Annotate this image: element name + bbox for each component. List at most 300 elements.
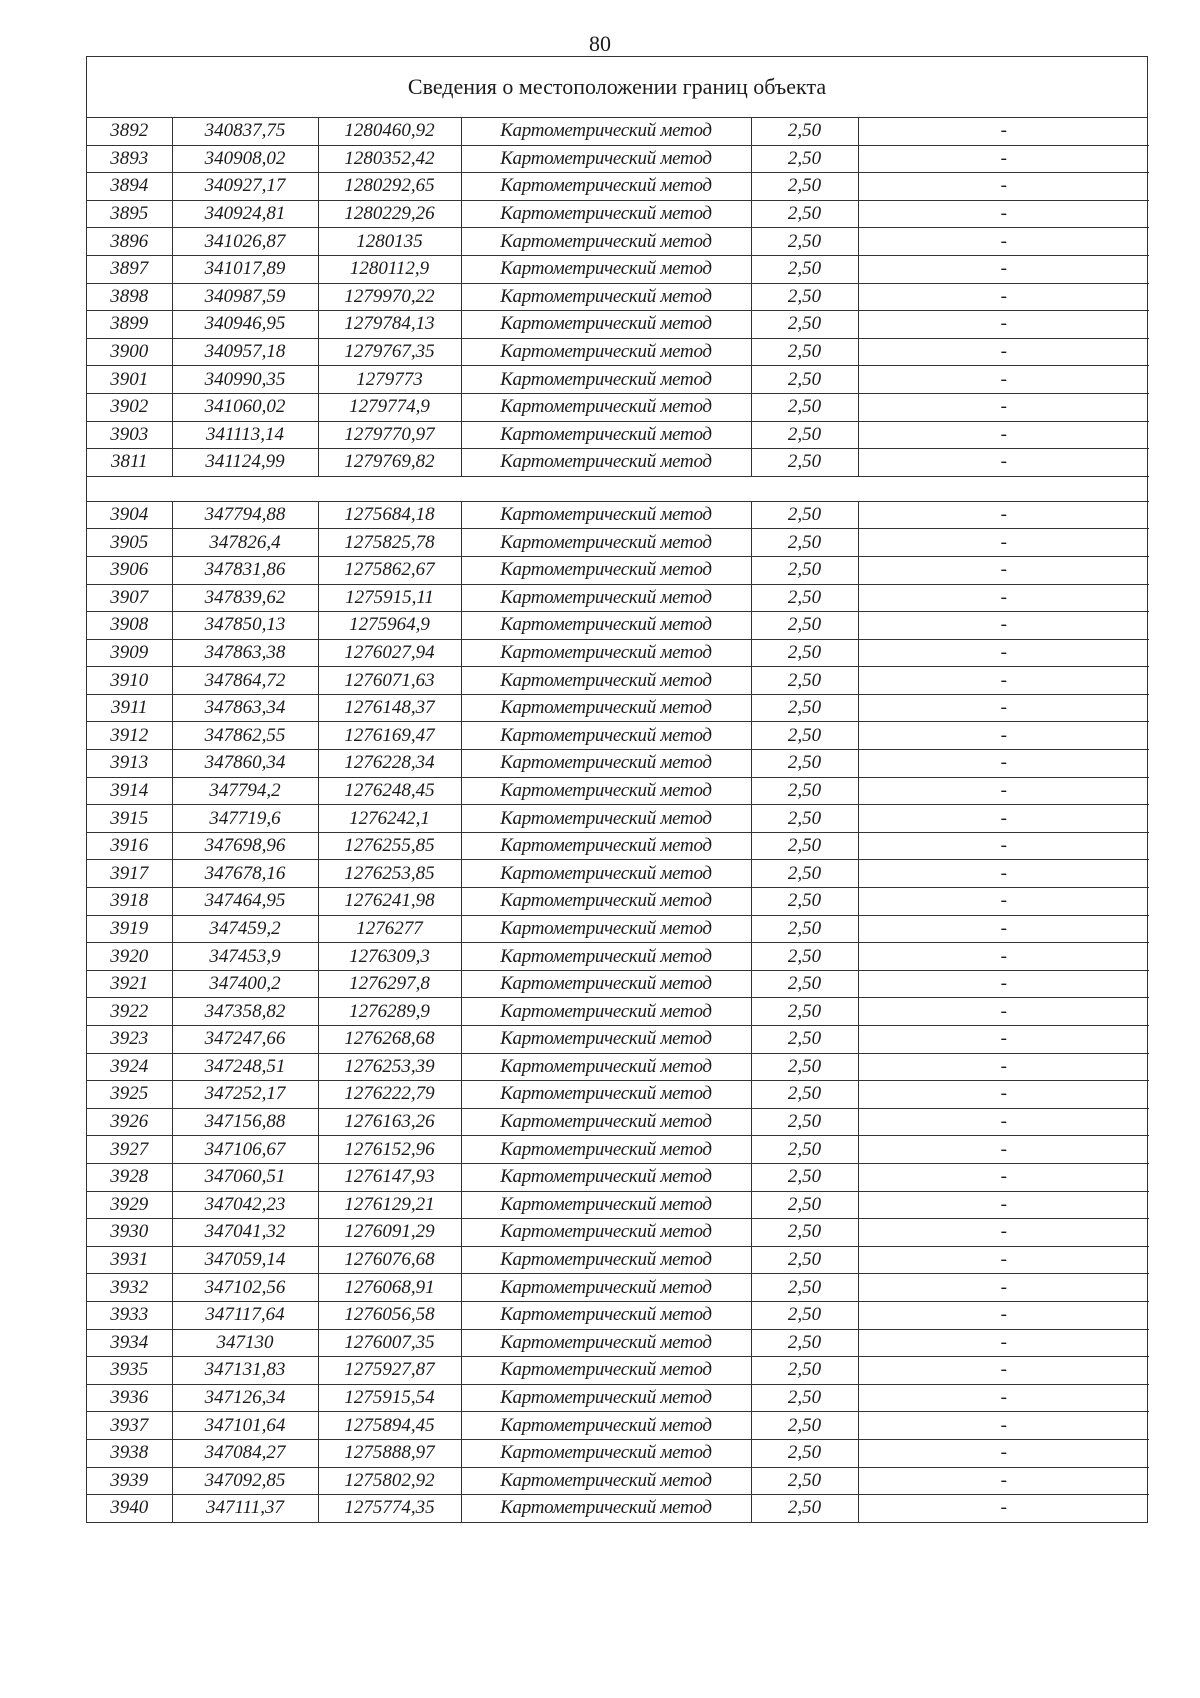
y-coordinate: 1276268,68: [318, 1026, 461, 1054]
precision-value: 2,50: [751, 200, 858, 228]
table-row: [87, 1191, 1149, 1219]
table-row: [87, 393, 1149, 421]
x-coordinate: 347252,17: [172, 1081, 318, 1109]
table-row: [87, 1246, 1149, 1274]
determination-method: Картометрический метод: [461, 366, 751, 394]
precision-value: 2,50: [751, 1467, 858, 1495]
note-cell: -: [858, 1329, 1149, 1357]
x-coordinate: 347101,64: [172, 1412, 318, 1440]
point-number: 3900: [87, 338, 172, 366]
point-number: 3925: [87, 1081, 172, 1109]
table-row: [87, 228, 1149, 256]
precision-value: 2,50: [751, 145, 858, 173]
x-coordinate: 340946,95: [172, 311, 318, 339]
determination-method: Картометрический метод: [461, 1329, 751, 1357]
precision-value: 2,50: [751, 529, 858, 557]
determination-method: Картометрический метод: [461, 1136, 751, 1164]
table-row: [87, 777, 1149, 805]
note-cell: -: [858, 118, 1149, 145]
table-row: [87, 832, 1149, 860]
determination-method: Картометрический метод: [461, 556, 751, 584]
note-cell: -: [858, 228, 1149, 256]
point-number: 3929: [87, 1191, 172, 1219]
precision-value: 2,50: [751, 173, 858, 201]
precision-value: 2,50: [751, 998, 858, 1026]
determination-method: Картометрический метод: [461, 888, 751, 916]
x-coordinate: 347794,2: [172, 777, 318, 805]
note-cell: -: [858, 915, 1149, 943]
determination-method: Картометрический метод: [461, 228, 751, 256]
point-number: 3912: [87, 722, 172, 750]
x-coordinate: 347863,34: [172, 694, 318, 722]
note-cell: -: [858, 750, 1149, 778]
x-coordinate: 347248,51: [172, 1053, 318, 1081]
table-row: [87, 1495, 1149, 1522]
x-coordinate: 347464,95: [172, 888, 318, 916]
table-row: [87, 1108, 1149, 1136]
note-cell: -: [858, 1495, 1149, 1522]
determination-method: Картометрический метод: [461, 1053, 751, 1081]
point-number: 3938: [87, 1439, 172, 1467]
x-coordinate: 340987,59: [172, 283, 318, 311]
y-coordinate: 1280460,92: [318, 118, 461, 145]
x-coordinate: 347042,23: [172, 1191, 318, 1219]
precision-value: 2,50: [751, 366, 858, 394]
determination-method: Картометрический метод: [461, 200, 751, 228]
x-coordinate: 347126,34: [172, 1384, 318, 1412]
precision-value: 2,50: [751, 639, 858, 667]
table-row: [87, 888, 1149, 916]
point-number: 3899: [87, 311, 172, 339]
point-number: 3934: [87, 1329, 172, 1357]
point-number: 3930: [87, 1219, 172, 1247]
determination-method: Картометрический метод: [461, 529, 751, 557]
x-coordinate: 347719,6: [172, 805, 318, 833]
x-coordinate: 347130: [172, 1329, 318, 1357]
precision-value: 2,50: [751, 283, 858, 311]
x-coordinate: 347247,66: [172, 1026, 318, 1054]
note-cell: -: [858, 584, 1149, 612]
precision-value: 2,50: [751, 970, 858, 998]
precision-value: 2,50: [751, 584, 858, 612]
determination-method: Картометрический метод: [461, 255, 751, 283]
note-cell: -: [858, 998, 1149, 1026]
x-coordinate: 347863,38: [172, 639, 318, 667]
determination-method: Картометрический метод: [461, 501, 751, 529]
note-cell: -: [858, 283, 1149, 311]
determination-method: Картометрический метод: [461, 612, 751, 640]
y-coordinate: 1276297,8: [318, 970, 461, 998]
point-number: 3901: [87, 366, 172, 394]
precision-value: 2,50: [751, 888, 858, 916]
point-number: 3933: [87, 1301, 172, 1329]
table-row: [87, 1301, 1149, 1329]
precision-value: 2,50: [751, 694, 858, 722]
y-coordinate: 1275888,97: [318, 1439, 461, 1467]
x-coordinate: 347092,85: [172, 1467, 318, 1495]
point-number: 3908: [87, 612, 172, 640]
x-coordinate: 347850,13: [172, 612, 318, 640]
determination-method: Картометрический метод: [461, 667, 751, 695]
point-number: 3924: [87, 1053, 172, 1081]
determination-method: Картометрический метод: [461, 1412, 751, 1440]
table-row: [87, 805, 1149, 833]
x-coordinate: 347864,72: [172, 667, 318, 695]
determination-method: Картометрический метод: [461, 1081, 751, 1109]
y-coordinate: 1280112,9: [318, 255, 461, 283]
precision-value: 2,50: [751, 1219, 858, 1247]
x-coordinate: 341026,87: [172, 228, 318, 256]
table-row: [87, 311, 1149, 339]
x-coordinate: 347117,64: [172, 1301, 318, 1329]
table-row: [87, 722, 1149, 750]
precision-value: 2,50: [751, 860, 858, 888]
y-coordinate: 1276163,26: [318, 1108, 461, 1136]
y-coordinate: 1276007,35: [318, 1329, 461, 1357]
point-number: 3909: [87, 639, 172, 667]
table-row: [87, 1384, 1149, 1412]
precision-value: 2,50: [751, 118, 858, 145]
x-coordinate: 341124,99: [172, 449, 318, 477]
y-coordinate: 1276289,9: [318, 998, 461, 1026]
determination-method: Картометрический метод: [461, 1219, 751, 1247]
table-row: [87, 556, 1149, 584]
x-coordinate: 347060,51: [172, 1163, 318, 1191]
note-cell: -: [858, 1384, 1149, 1412]
table-row: [87, 943, 1149, 971]
determination-method: Картометрический метод: [461, 832, 751, 860]
table-row: [87, 694, 1149, 722]
precision-value: 2,50: [751, 943, 858, 971]
point-number: 3907: [87, 584, 172, 612]
y-coordinate: 1275825,78: [318, 529, 461, 557]
note-cell: -: [858, 1301, 1149, 1329]
point-number: 3896: [87, 228, 172, 256]
y-coordinate: 1280135: [318, 228, 461, 256]
y-coordinate: 1276255,85: [318, 832, 461, 860]
x-coordinate: 340908,02: [172, 145, 318, 173]
precision-value: 2,50: [751, 501, 858, 529]
determination-method: Картометрический метод: [461, 1467, 751, 1495]
point-number: 3940: [87, 1495, 172, 1522]
x-coordinate: 347106,67: [172, 1136, 318, 1164]
table-row: [87, 1163, 1149, 1191]
determination-method: Картометрический метод: [461, 970, 751, 998]
table-row: [87, 145, 1149, 173]
determination-method: Картометрический метод: [461, 421, 751, 449]
determination-method: Картометрический метод: [461, 449, 751, 477]
point-number: 3894: [87, 173, 172, 201]
note-cell: -: [858, 805, 1149, 833]
y-coordinate: 1275915,54: [318, 1384, 461, 1412]
y-coordinate: 1280229,26: [318, 200, 461, 228]
x-coordinate: 347839,62: [172, 584, 318, 612]
note-cell: -: [858, 1191, 1149, 1219]
table-row: [87, 1439, 1149, 1467]
coordinates-table: [87, 118, 1149, 1522]
x-coordinate: 347831,86: [172, 556, 318, 584]
note-cell: -: [858, 1246, 1149, 1274]
point-number: 3916: [87, 832, 172, 860]
point-number: 3895: [87, 200, 172, 228]
precision-value: 2,50: [751, 832, 858, 860]
precision-value: 2,50: [751, 1191, 858, 1219]
precision-value: 2,50: [751, 1136, 858, 1164]
note-cell: -: [858, 421, 1149, 449]
note-cell: -: [858, 311, 1149, 339]
determination-method: Картометрический метод: [461, 173, 751, 201]
note-cell: -: [858, 173, 1149, 201]
table-row: [87, 529, 1149, 557]
point-number: 3911: [87, 694, 172, 722]
x-coordinate: 347698,96: [172, 832, 318, 860]
y-coordinate: 1279769,82: [318, 449, 461, 477]
note-cell: -: [858, 722, 1149, 750]
y-coordinate: 1276056,58: [318, 1301, 461, 1329]
note-cell: -: [858, 943, 1149, 971]
precision-value: 2,50: [751, 1329, 858, 1357]
y-coordinate: 1276169,47: [318, 722, 461, 750]
table-row: [87, 584, 1149, 612]
y-coordinate: 1280292,65: [318, 173, 461, 201]
determination-method: Картометрический метод: [461, 283, 751, 311]
point-number: 3904: [87, 501, 172, 529]
point-number: 3914: [87, 777, 172, 805]
table-row: [87, 283, 1149, 311]
note-cell: -: [858, 1108, 1149, 1136]
x-coordinate: 347860,34: [172, 750, 318, 778]
precision-value: 2,50: [751, 1053, 858, 1081]
note-cell: -: [858, 888, 1149, 916]
determination-method: Картометрический метод: [461, 694, 751, 722]
determination-method: Картометрический метод: [461, 943, 751, 971]
precision-value: 2,50: [751, 393, 858, 421]
precision-value: 2,50: [751, 1384, 858, 1412]
y-coordinate: 1276277: [318, 915, 461, 943]
note-cell: -: [858, 777, 1149, 805]
table-row: [87, 750, 1149, 778]
precision-value: 2,50: [751, 255, 858, 283]
table-row: [87, 1412, 1149, 1440]
note-cell: -: [858, 1163, 1149, 1191]
table-row: [87, 338, 1149, 366]
x-coordinate: 340837,75: [172, 118, 318, 145]
y-coordinate: 1276242,1: [318, 805, 461, 833]
note-cell: -: [858, 501, 1149, 529]
determination-method: Картометрический метод: [461, 722, 751, 750]
point-number: 3811: [87, 449, 172, 477]
determination-method: Картометрический метод: [461, 1274, 751, 1302]
precision-value: 2,50: [751, 722, 858, 750]
note-cell: -: [858, 1053, 1149, 1081]
table-row: [87, 366, 1149, 394]
point-number: 3905: [87, 529, 172, 557]
note-cell: -: [858, 449, 1149, 477]
x-coordinate: 347826,4: [172, 529, 318, 557]
contour-separator-row: [87, 476, 1149, 501]
note-cell: -: [858, 667, 1149, 695]
y-coordinate: 1275915,11: [318, 584, 461, 612]
x-coordinate: 347678,16: [172, 860, 318, 888]
y-coordinate: 1276241,98: [318, 888, 461, 916]
determination-method: Картометрический метод: [461, 639, 751, 667]
y-coordinate: 1279784,13: [318, 311, 461, 339]
y-coordinate: 1276027,94: [318, 639, 461, 667]
determination-method: Картометрический метод: [461, 338, 751, 366]
table-row: [87, 639, 1149, 667]
note-cell: -: [858, 200, 1149, 228]
x-coordinate: 341017,89: [172, 255, 318, 283]
table-row: [87, 1357, 1149, 1385]
y-coordinate: 1276152,96: [318, 1136, 461, 1164]
precision-value: 2,50: [751, 915, 858, 943]
x-coordinate: 340924,81: [172, 200, 318, 228]
x-coordinate: 347131,83: [172, 1357, 318, 1385]
y-coordinate: 1276068,91: [318, 1274, 461, 1302]
table-row: [87, 449, 1149, 477]
y-coordinate: 1276148,37: [318, 694, 461, 722]
y-coordinate: 1275684,18: [318, 501, 461, 529]
note-cell: -: [858, 393, 1149, 421]
y-coordinate: 1275894,45: [318, 1412, 461, 1440]
table-row: [87, 1026, 1149, 1054]
y-coordinate: 1276309,3: [318, 943, 461, 971]
precision-value: 2,50: [751, 1246, 858, 1274]
y-coordinate: 1276071,63: [318, 667, 461, 695]
precision-value: 2,50: [751, 1412, 858, 1440]
note-cell: -: [858, 1026, 1149, 1054]
point-number: 3893: [87, 145, 172, 173]
precision-value: 2,50: [751, 667, 858, 695]
y-coordinate: 1279970,22: [318, 283, 461, 311]
point-number: 3897: [87, 255, 172, 283]
point-number: 3922: [87, 998, 172, 1026]
precision-value: 2,50: [751, 1081, 858, 1109]
y-coordinate: 1275862,67: [318, 556, 461, 584]
note-cell: -: [858, 1412, 1149, 1440]
x-coordinate: 341113,14: [172, 421, 318, 449]
table-row: [87, 915, 1149, 943]
determination-method: Картометрический метод: [461, 393, 751, 421]
x-coordinate: 347794,88: [172, 501, 318, 529]
table-row: [87, 1053, 1149, 1081]
table-row: [87, 200, 1149, 228]
precision-value: 2,50: [751, 228, 858, 256]
x-coordinate: 347111,37: [172, 1495, 318, 1522]
determination-method: Картометрический метод: [461, 805, 751, 833]
precision-value: 2,50: [751, 777, 858, 805]
x-coordinate: 347102,56: [172, 1274, 318, 1302]
y-coordinate: 1275774,35: [318, 1495, 461, 1522]
x-coordinate: 347400,2: [172, 970, 318, 998]
x-coordinate: 340990,35: [172, 366, 318, 394]
point-number: 3921: [87, 970, 172, 998]
note-cell: -: [858, 1219, 1149, 1247]
table-row: [87, 1081, 1149, 1109]
determination-method: Картометрический метод: [461, 145, 751, 173]
table-row: [87, 1136, 1149, 1164]
table-row: [87, 860, 1149, 888]
determination-method: Картометрический метод: [461, 1026, 751, 1054]
y-coordinate: 1275802,92: [318, 1467, 461, 1495]
precision-value: 2,50: [751, 556, 858, 584]
point-number: 3937: [87, 1412, 172, 1440]
precision-value: 2,50: [751, 311, 858, 339]
y-coordinate: 1275927,87: [318, 1357, 461, 1385]
table-row: [87, 970, 1149, 998]
x-coordinate: 341060,02: [172, 393, 318, 421]
y-coordinate: 1276253,39: [318, 1053, 461, 1081]
note-cell: -: [858, 366, 1149, 394]
point-number: 3918: [87, 888, 172, 916]
table-row: [87, 998, 1149, 1026]
x-coordinate: 340927,17: [172, 173, 318, 201]
point-number: 3935: [87, 1357, 172, 1385]
determination-method: Картометрический метод: [461, 1439, 751, 1467]
note-cell: -: [858, 556, 1149, 584]
note-cell: -: [858, 255, 1149, 283]
x-coordinate: 340957,18: [172, 338, 318, 366]
note-cell: -: [858, 1467, 1149, 1495]
y-coordinate: 1276129,21: [318, 1191, 461, 1219]
table-row: [87, 1219, 1149, 1247]
precision-value: 2,50: [751, 1163, 858, 1191]
point-number: 3936: [87, 1384, 172, 1412]
determination-method: Картометрический метод: [461, 311, 751, 339]
determination-method: Картометрический метод: [461, 1384, 751, 1412]
y-coordinate: 1276222,79: [318, 1081, 461, 1109]
precision-value: 2,50: [751, 1026, 858, 1054]
note-cell: -: [858, 529, 1149, 557]
note-cell: -: [858, 639, 1149, 667]
determination-method: Картометрический метод: [461, 1191, 751, 1219]
precision-value: 2,50: [751, 1439, 858, 1467]
precision-value: 2,50: [751, 1357, 858, 1385]
table-row: [87, 1467, 1149, 1495]
y-coordinate: 1275964,9: [318, 612, 461, 640]
note-cell: -: [858, 694, 1149, 722]
point-number: 3923: [87, 1026, 172, 1054]
y-coordinate: 1276228,34: [318, 750, 461, 778]
x-coordinate: 347453,9: [172, 943, 318, 971]
x-coordinate: 347459,2: [172, 915, 318, 943]
note-cell: -: [858, 860, 1149, 888]
determination-method: Картометрический метод: [461, 1108, 751, 1136]
boundary-coordinates-sheet: [86, 56, 1148, 1523]
y-coordinate: 1280352,42: [318, 145, 461, 173]
contour-separator-cell: [87, 476, 1149, 501]
y-coordinate: 1276253,85: [318, 860, 461, 888]
note-cell: -: [858, 970, 1149, 998]
y-coordinate: 1276248,45: [318, 777, 461, 805]
table-row: [87, 173, 1149, 201]
determination-method: Картометрический метод: [461, 1301, 751, 1329]
precision-value: 2,50: [751, 1274, 858, 1302]
point-number: 3915: [87, 805, 172, 833]
determination-method: Картометрический метод: [461, 1495, 751, 1522]
coordinates-table-body: [87, 118, 1149, 1522]
table-row: [87, 255, 1149, 283]
x-coordinate: 347041,32: [172, 1219, 318, 1247]
note-cell: -: [858, 1274, 1149, 1302]
point-number: 3939: [87, 1467, 172, 1495]
point-number: 3902: [87, 393, 172, 421]
determination-method: Картометрический метод: [461, 584, 751, 612]
determination-method: Картометрический метод: [461, 777, 751, 805]
determination-method: Картометрический метод: [461, 118, 751, 145]
determination-method: Картометрический метод: [461, 998, 751, 1026]
determination-method: Картометрический метод: [461, 915, 751, 943]
